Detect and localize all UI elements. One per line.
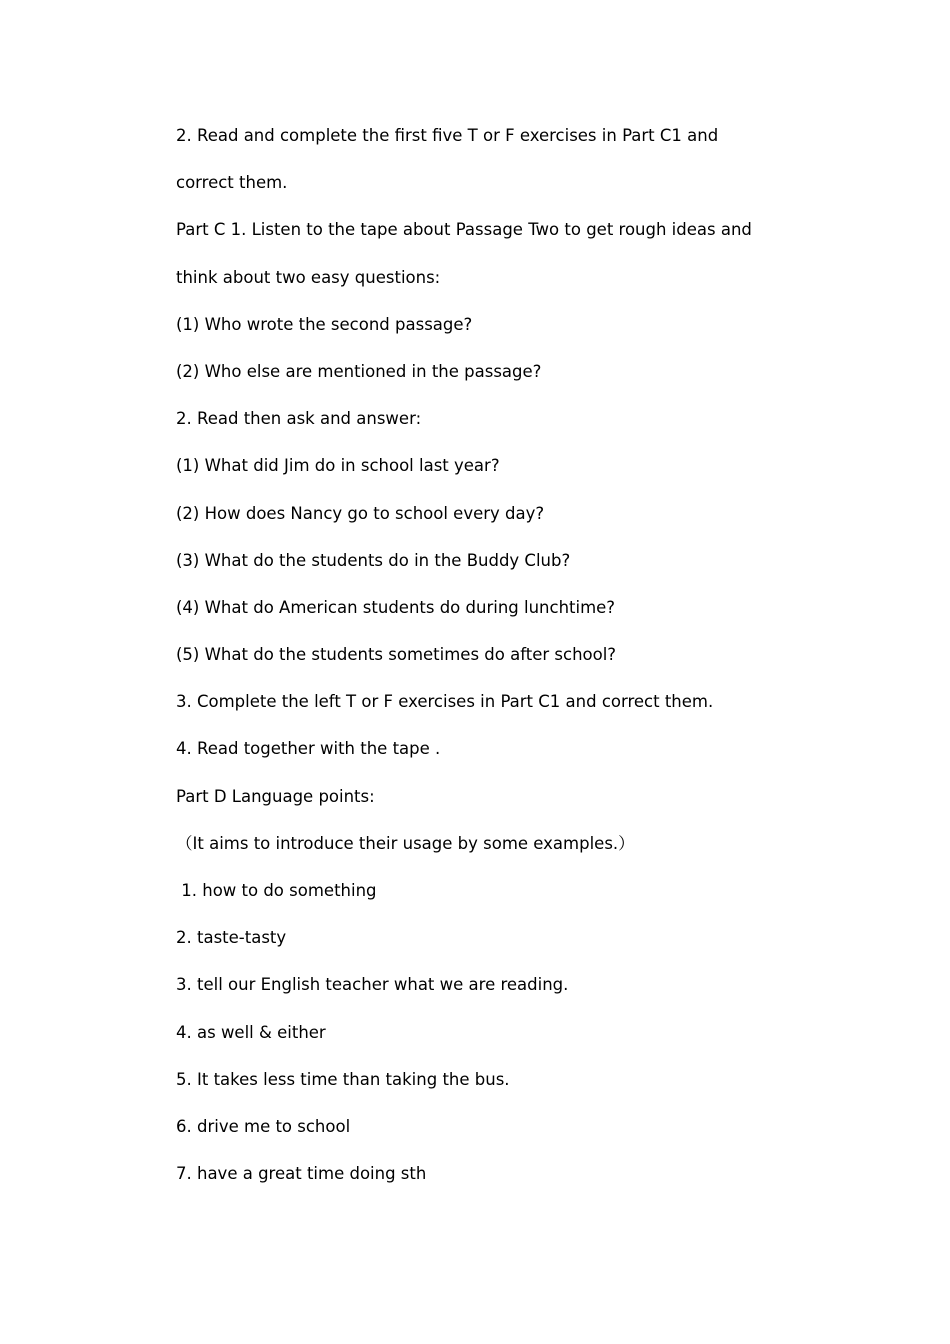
language-point-item: 2. taste-tasty (176, 928, 287, 948)
instruction-line: 4. Read together with the tape . (176, 739, 441, 759)
document-body (176, 112, 796, 1197)
question-item: (2) How does Nancy go to school every day? (176, 503, 545, 523)
language-point-item: 7. have a great time doing sth (176, 1164, 427, 1184)
language-point-item: 4. as well & either (176, 1022, 326, 1042)
instruction-line: correct them. (176, 173, 288, 193)
question-item: (3) What do the students do in the Buddy Club? (176, 550, 571, 570)
section-heading-part-c: Part C 1. Listen to the tape about Passage Two to get rough ideas and (176, 220, 752, 240)
instruction-line: think about two easy questions: (176, 267, 441, 287)
instruction-line: 3. Complete the left T or F exercises in Part C1 and correct them. (176, 692, 714, 712)
note-line: （It aims to introduce their usage by some examples.） (176, 833, 635, 853)
instruction-line: 2. Read then ask and answer: (176, 409, 422, 429)
section-heading-part-d: Part D Language points: (176, 786, 375, 806)
question-item: (5) What do the students sometimes do after school? (176, 645, 617, 665)
question-item: (2) Who else are mentioned in the passage? (176, 361, 542, 381)
language-point-item: 3. tell our English teacher what we are reading. (176, 975, 569, 995)
language-point-item: 5. It takes less time than taking the bus. (176, 1069, 510, 1089)
question-item: (1) What did Jim do in school last year? (176, 456, 500, 476)
instruction-line: 2. Read and complete the first five T or F exercises in Part C1 and (176, 126, 719, 145)
question-item: (4) What do American students do during lunchtime? (176, 597, 616, 617)
language-point-item: 1. how to do something (176, 881, 377, 900)
question-item: (1) Who wrote the second passage? (176, 314, 473, 334)
language-point-item: 6. drive me to school (176, 1116, 351, 1136)
